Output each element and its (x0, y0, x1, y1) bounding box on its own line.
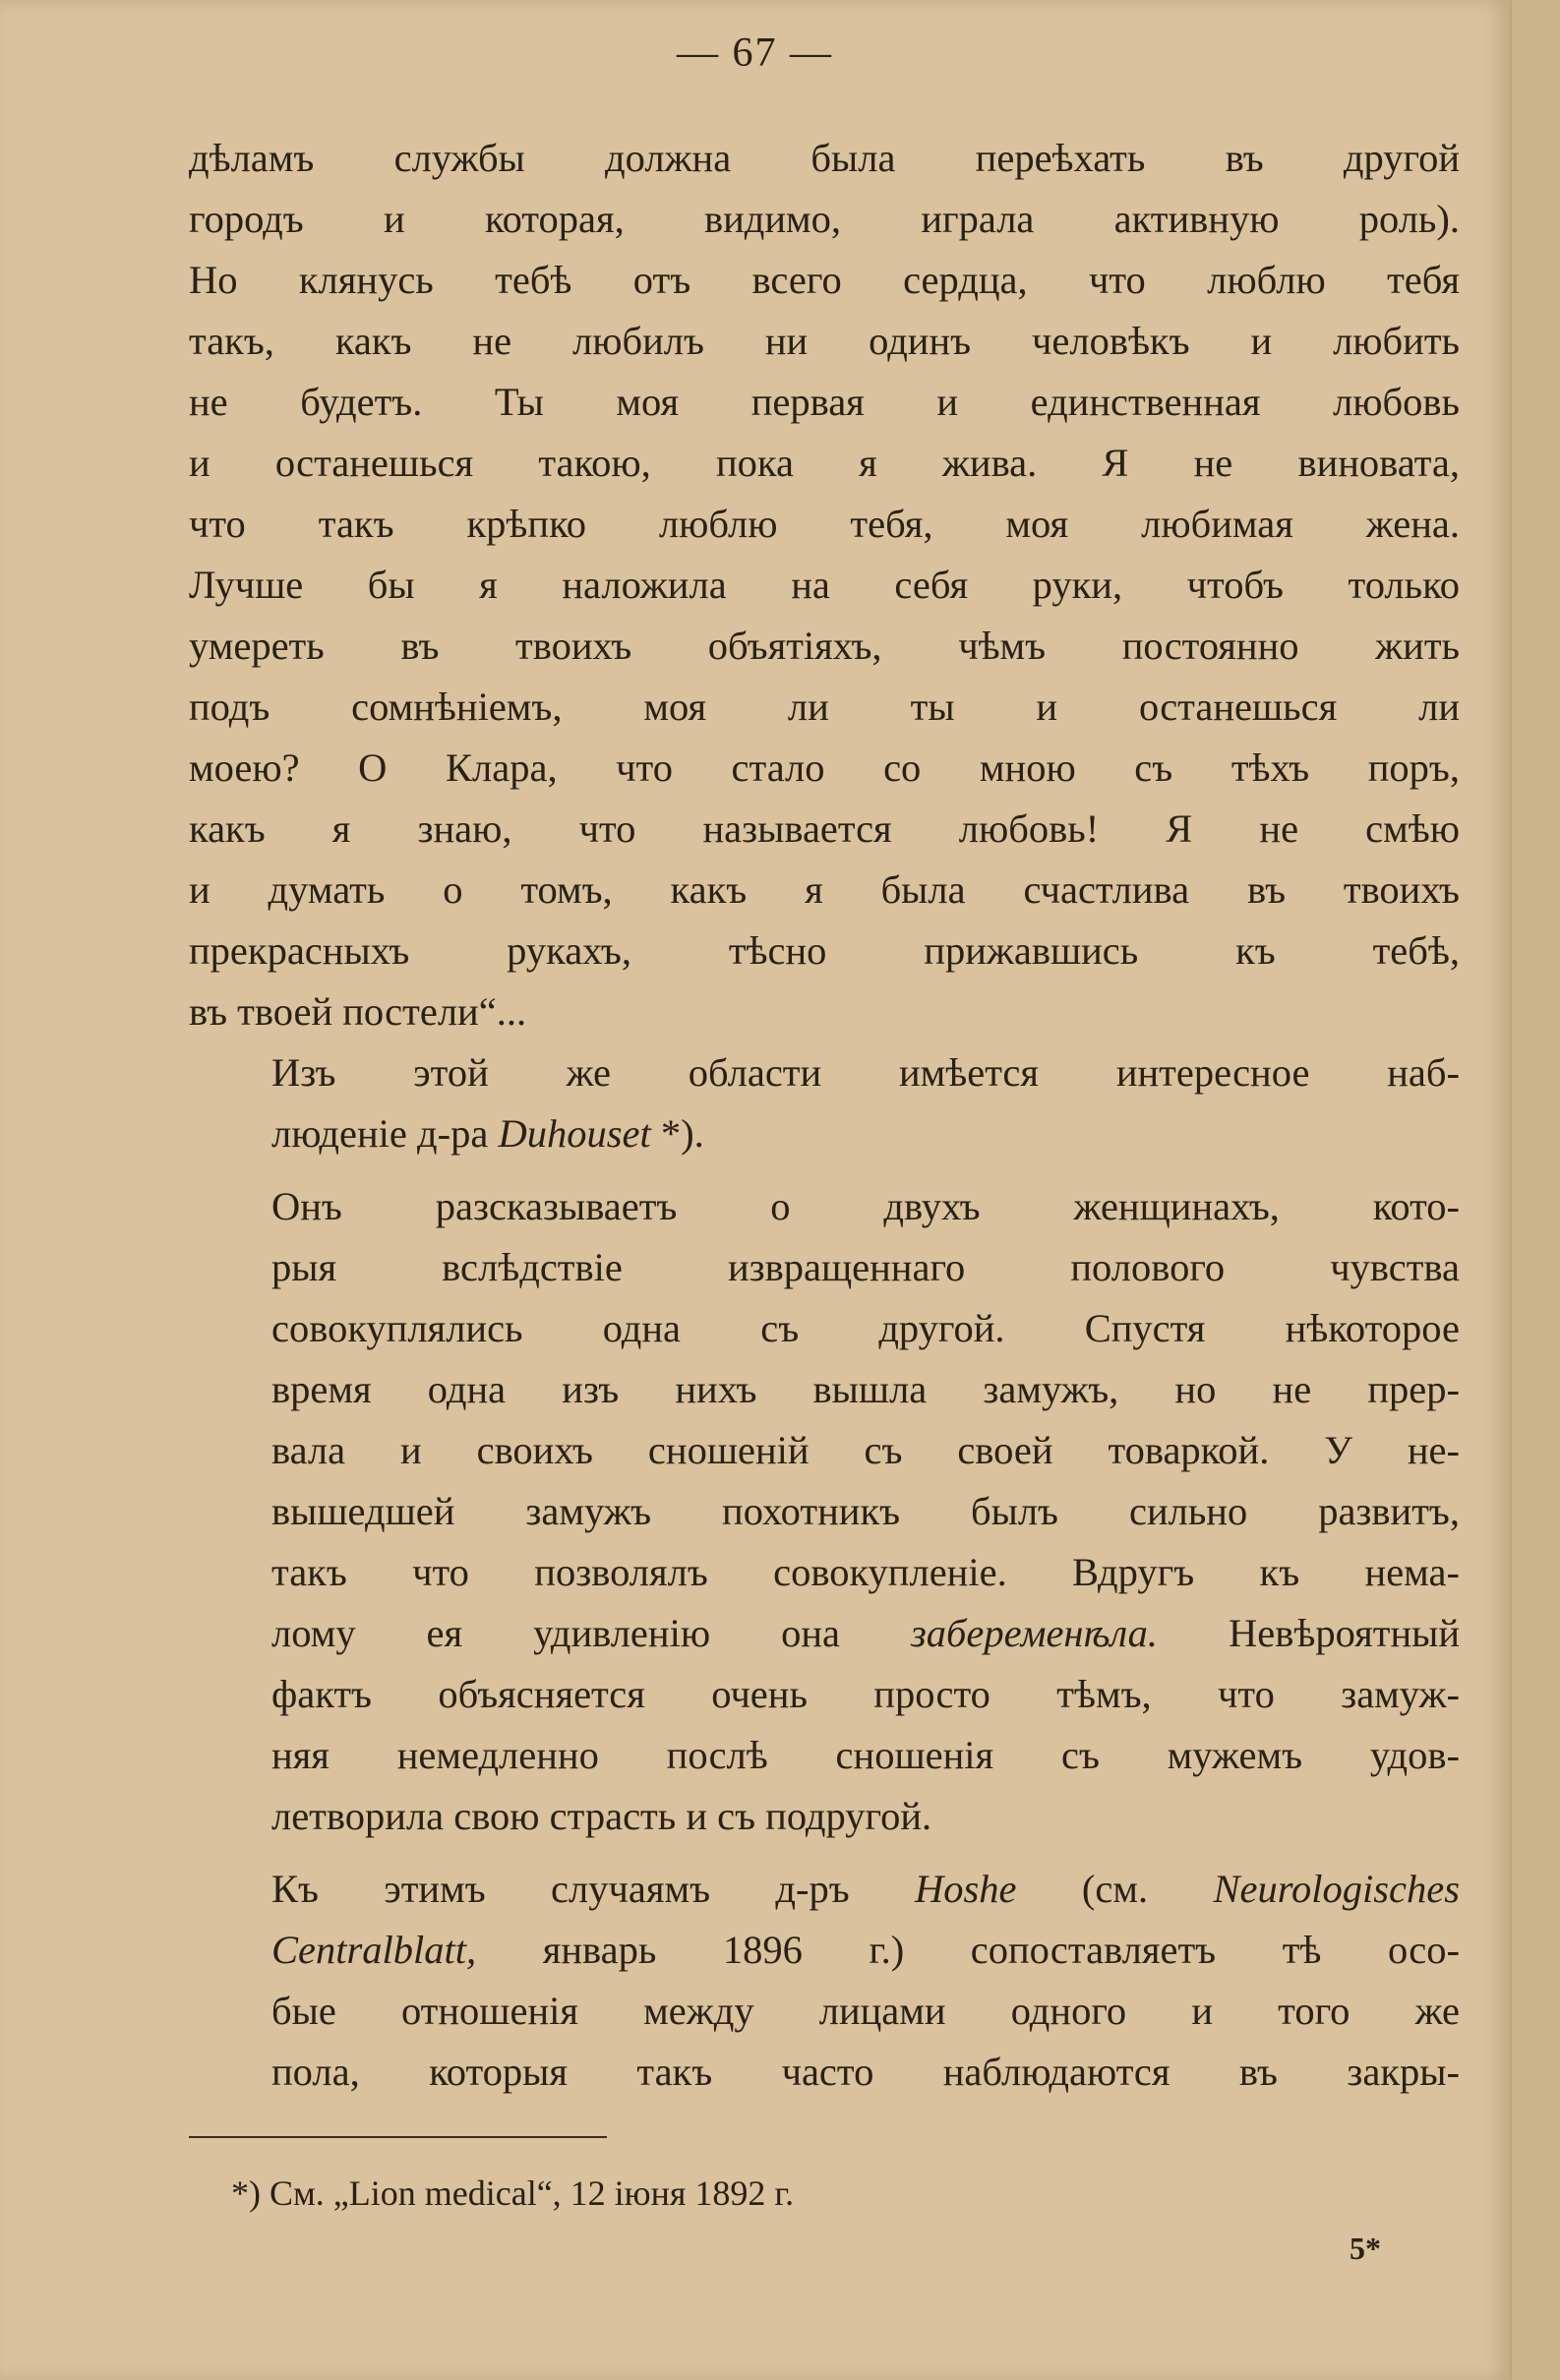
text-line: моею? О Клара, что стало со мною съ тѣхъ поръ, (189, 745, 1460, 790)
page-number: — 67 — (677, 30, 833, 76)
text-line: фактъ объясняется очень просто тѣмъ, что замуж- (271, 1672, 1460, 1716)
text-line (189, 1859, 1460, 1920)
paragraph-case (189, 1176, 1460, 1847)
text-line: и останешься такою, пока я жива. Я не виновата, (189, 441, 1460, 485)
text-line: что такъ крѣпко люблю тебя, моя любимая жена. (189, 502, 1460, 546)
text-fragment: январь 1896 г.) сопоставляетъ тѣ осо- (476, 1928, 1460, 1972)
text-line: прекрасныхъ рукахъ, тѣсно прижавшись къ тебѣ, (189, 928, 1460, 973)
author-name: Duhouset (498, 1111, 651, 1156)
text-line: вала и своихъ сношеній съ своей товаркой. У не- (271, 1428, 1460, 1472)
text-line: такъ, какъ не любилъ ни одинъ человѣкъ и любить (189, 319, 1460, 363)
text-line: дѣламъ службы должна была переѣхать въ другой (189, 136, 1460, 180)
author-name: Hoshe (915, 1867, 1017, 1911)
text-line: какъ я знаю, что называется любовь! Я не смѣю (189, 806, 1460, 851)
text-line: Но клянусь тебѣ отъ всего сердца, что люблю тебя (189, 258, 1460, 302)
text-line (189, 1103, 1460, 1164)
text-line: вышедшей замужъ похотникъ былъ сильно развитъ, (271, 1489, 1460, 1533)
page-edge (1510, 0, 1560, 2380)
text-fragment: Къ этимъ случаямъ д-ръ (271, 1867, 916, 1911)
text-fragment: (см. (1016, 1867, 1214, 1911)
text-fragment: лому ея удивленію она (271, 1611, 911, 1655)
printer-signature-mark: 5* (1350, 2231, 1381, 2266)
text-line: городъ и которая, видимо, играла активную роль). (189, 197, 1460, 241)
text-line: въ твоей постели“... (189, 989, 527, 1034)
text-line: Изъ этой же области имѣется интересное наб- (271, 1050, 1460, 1095)
text-line: Онъ разсказываетъ о двухъ женщинахъ, кото- (271, 1184, 1460, 1228)
text-line: пола, которыя такъ часто наблюдаются въ закры- (271, 2050, 1460, 2094)
page-body (189, 128, 1460, 2103)
text-line: умереть въ твоихъ объятіяхъ, чѣмъ постоянно жить (189, 624, 1460, 668)
text-line: бые отношенія между лицами одного и того же (271, 1989, 1460, 2033)
text-line: летворила свою страсть и съ подругой. (271, 1794, 932, 1838)
paragraph-hoshe (189, 1859, 1460, 2103)
text-line: рыя вслѣдствіе извращеннаго полового чувства (271, 1245, 1460, 1289)
paragraph-letter-quote (189, 128, 1460, 1042)
text-line: время одна изъ нихъ вышла замужъ, но не прер- (271, 1367, 1460, 1411)
text-line: подъ сомнѣніемъ, моя ли ты и останешься ли (189, 684, 1460, 729)
text-line: няя немедленно послѣ сношенія съ мужемъ удов- (271, 1733, 1460, 1777)
text-line: Лучше бы я наложила на себя руки, чтобъ только (189, 563, 1460, 607)
text-fragment: люденіе д-ра (271, 1111, 499, 1156)
text-line: и думать о томъ, какъ я была счастлива въ твоихъ (189, 867, 1460, 912)
journal-name: Neurologisches (1213, 1867, 1460, 1911)
text-line (189, 1920, 1460, 1981)
text-fragment: *). (650, 1111, 704, 1156)
emphasized-word: забеременѣла. (910, 1611, 1159, 1655)
paragraph-duhouset (189, 1042, 1460, 1164)
text-fragment: Невѣроятный (1158, 1611, 1461, 1655)
footnote-divider (189, 2136, 607, 2138)
journal-name: Centralblatt, (271, 1928, 477, 1972)
footnote: *) См. „Lion medical“, 12 іюня 1892 г. (231, 2173, 795, 2213)
text-line (189, 1603, 1460, 1664)
text-line: такъ что позволялъ совокупленіе. Вдругъ къ нема- (271, 1550, 1460, 1594)
text-line: не будетъ. Ты моя первая и единственная любовь (189, 380, 1460, 424)
text-line: совокуплялись одна съ другой. Спустя нѣкоторое (271, 1306, 1460, 1350)
